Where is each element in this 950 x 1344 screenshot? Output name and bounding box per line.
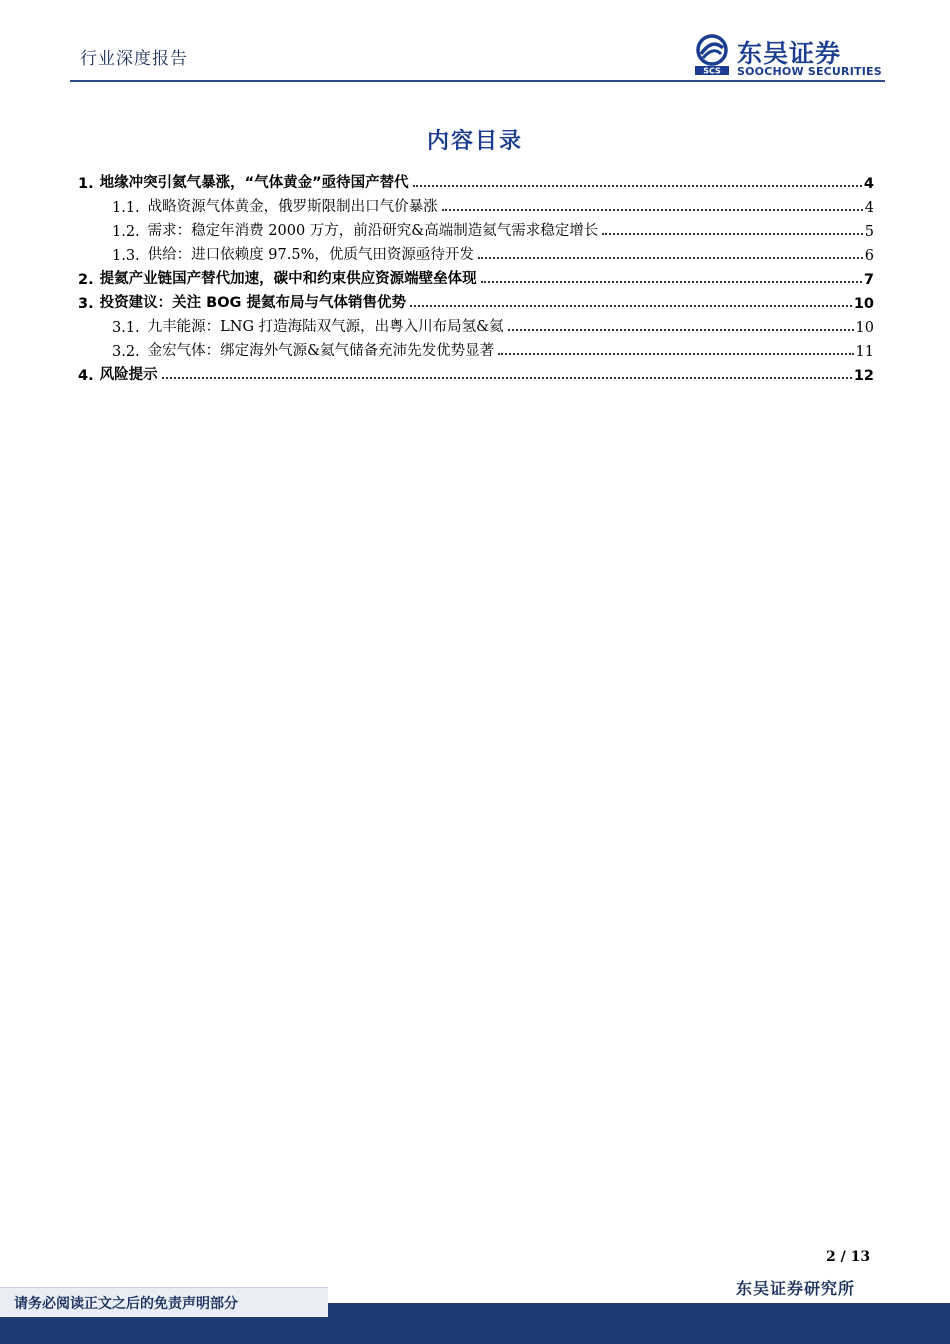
toc-entry-page: 10 [855, 320, 874, 336]
toc-entry-number: 3.1. [112, 320, 140, 336]
toc-dot-leader [413, 184, 862, 187]
logo-english-name: SOOCHOW SECURITIES [737, 65, 882, 78]
logo-chinese-name: 东吴证券 [737, 39, 842, 68]
toc-entry[interactable] [78, 312, 874, 336]
toc-entry-title: 供给：进口依赖度 97.5%，优质气田资源亟待开发 [147, 247, 474, 263]
institute-name: 东吴证券研究所 [736, 1279, 856, 1298]
toc-entry-page: 7 [863, 272, 874, 288]
logo-mark-text: SCS [703, 66, 721, 76]
toc-entry-number: 1.2. [112, 224, 140, 240]
table-of-contents [78, 168, 874, 384]
toc-entry-title: 风险提示 [99, 367, 158, 383]
toc-entry[interactable] [78, 192, 874, 216]
toc-dot-leader [508, 328, 854, 331]
disclaimer-text: 请务必阅读正文之后的免责声明部分 [14, 1296, 238, 1312]
toc-entry[interactable] [78, 360, 874, 384]
toc-entry[interactable] [78, 240, 874, 264]
toc-entry[interactable] [78, 336, 874, 360]
toc-entry-title: 地缘冲突引氦气暴涨，“气体黄金”亟待国产替代 [99, 175, 409, 191]
toc-entry-title: 提氦产业链国产替代加速，碳中和约束供应资源端壁垒体现 [99, 271, 477, 287]
soochow-logo-icon [693, 34, 731, 76]
report-type-label: 行业深度报告 [80, 49, 188, 69]
header-divider [70, 80, 885, 82]
toc-entry-title: 九丰能源：LNG 打造海陆双气源，出粤入川布局氢&氦 [147, 319, 504, 335]
toc-title: 内容目录 [426, 129, 523, 154]
toc-entry-title: 投资建议：关注 BOG 提氦布局与气体销售优势 [99, 295, 406, 311]
toc-entry-number: 1.1. [112, 200, 140, 216]
toc-entry-title: 需求：稳定年消费 2000 万方，前沿研究&高端制造氦气需求稳定增长 [147, 223, 599, 239]
soochow-logo [693, 34, 883, 78]
toc-entry-title: 金宏气体：绑定海外气源&氦气储备充沛先发优势显著 [147, 343, 495, 359]
toc-dot-leader [410, 304, 852, 307]
toc-entry-page: 6 [864, 248, 874, 264]
toc-entry-number: 3.2. [112, 344, 140, 360]
toc-entry-number: 3. [78, 296, 94, 312]
toc-dot-leader [442, 208, 863, 211]
toc-entry[interactable] [78, 264, 874, 288]
toc-entry-page: 11 [855, 344, 874, 360]
toc-entry-page: 10 [853, 296, 874, 312]
toc-dot-leader [478, 256, 863, 259]
footer-band [0, 1317, 950, 1344]
toc-entry-number: 2. [78, 272, 94, 288]
toc-entry-number: 4. [78, 368, 94, 384]
footer-band-top [328, 1303, 950, 1317]
page-indicator: 2 / 13 [826, 1249, 871, 1265]
toc-dot-leader [602, 232, 863, 235]
toc-entry-number: 1. [78, 176, 94, 192]
toc-dot-leader [162, 376, 852, 379]
toc-entry[interactable] [78, 216, 874, 240]
disclaimer-box [0, 1287, 328, 1318]
toc-entry-page: 5 [864, 224, 874, 240]
toc-entry-page: 4 [864, 200, 874, 216]
toc-entry-page: 12 [853, 368, 874, 384]
toc-entry[interactable] [78, 288, 874, 312]
toc-entry-number: 1.3. [112, 248, 140, 264]
toc-entry-page: 4 [863, 176, 874, 192]
toc-entry-title: 战略资源气体黄金，俄罗斯限制出口气价暴涨 [147, 199, 438, 215]
toc-dot-leader [498, 352, 853, 355]
toc-dot-leader [481, 280, 862, 283]
toc-entry[interactable] [78, 168, 874, 192]
